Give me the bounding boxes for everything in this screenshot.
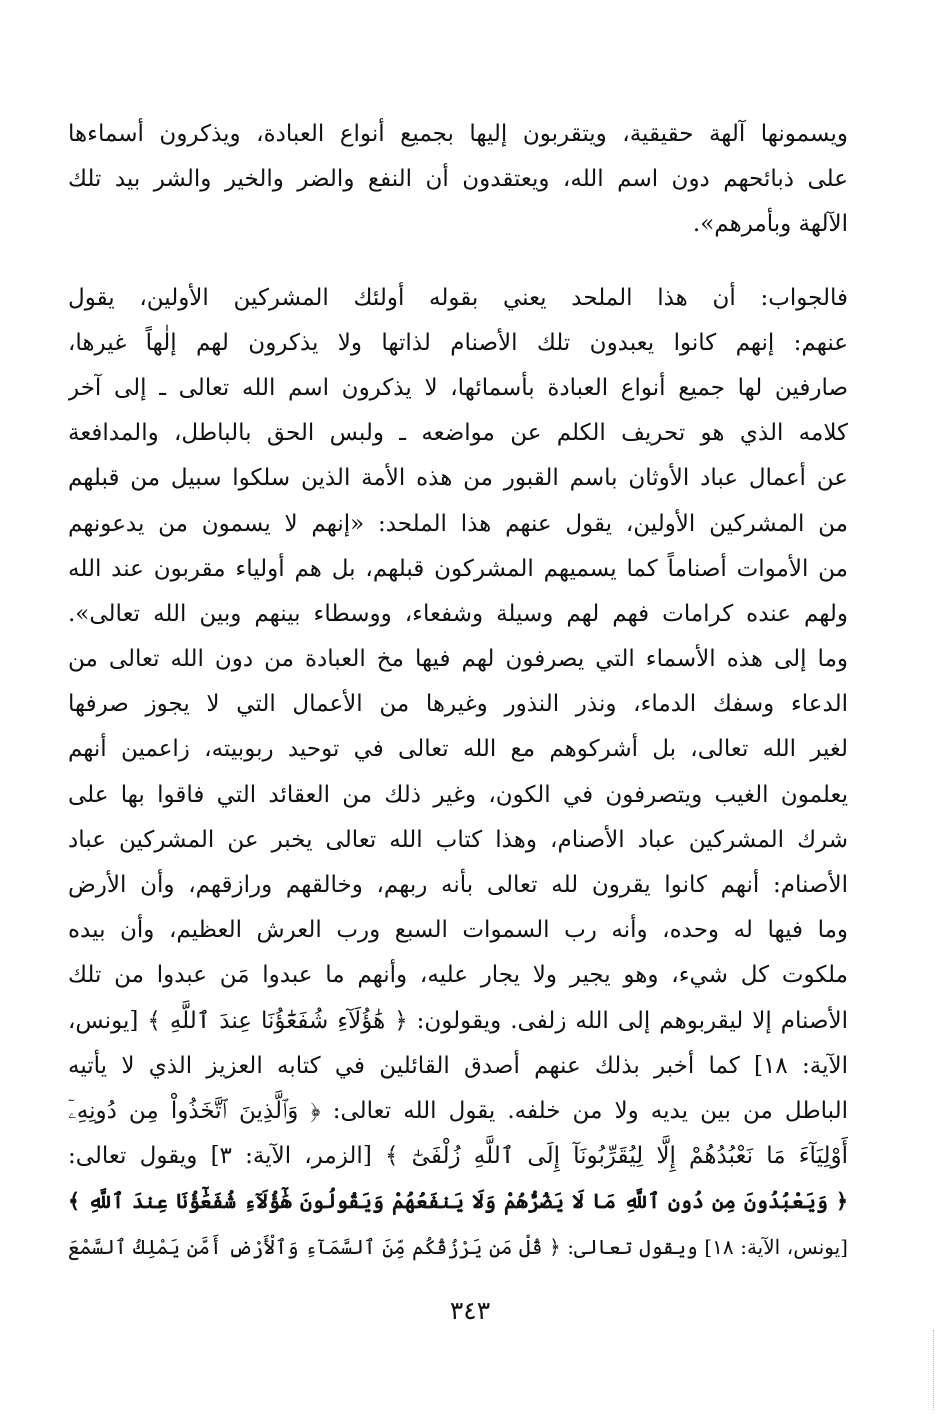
text-line: كلامه الذي هو تحريف الكلم عن مواضعه ـ ولبس الحق بالباطل، والمدافعة bbox=[68, 420, 848, 447]
text-line: وما إلى هذه الأسماء التي يصرفون لهم فيها مخ العبادة من دون الله تعالى من bbox=[68, 646, 848, 673]
text-line: عن أعمال عباد الأوثان باسم القبور من هذه الأمة الذين سلكوا سبيل من قبلهم bbox=[68, 465, 848, 492]
text-line: الآلهة وبأمرهم». bbox=[692, 211, 848, 238]
text-line: الأصنام: أنهم كانوا يقرون لله تعالى بأنه ربهم، وخالقهم ورازقهم، وأن الأرض bbox=[68, 872, 848, 898]
text-line: أَوْلِيَآءَ مَا نَعْبُدُهُمْ إِلَّا لِيُقَرِّبُونَآ إِلَى ٱللَّهِ زُلْفَىٰٓ ﴾ [الزمر، الآية: ٣] ويقول تعالى: bbox=[68, 1143, 848, 1170]
text-line: الأصنام إلا ليقربوهم إلى الله زلفى. ويقولون: ﴿ هَٰؤُلَآءِ شُفَعَٰٓؤُنَا عِندَ ٱللَّهِ ﴾ [يونس، bbox=[68, 1007, 848, 1034]
paragraph-1 bbox=[68, 112, 848, 248]
text-line: يعلمون الغيب ويتصرفون في الكون، وغير ذلك من العقائد التي فاقوا بها على bbox=[68, 781, 848, 808]
text-line: ويسمونها آلهة حقيقية، ويتقربون إليها بجميع أنواع العبادة، ويذكرون أسماءها bbox=[68, 121, 848, 147]
text-line: شرك المشركين عباد الأصنام، وهذا كتاب الله تعالى يخبر عن المشركين عباد bbox=[68, 826, 848, 853]
text-line: من المشركين الأولين، يقول عنهم هذا الملحد: «إنهم لا يسمون من يدعونهم bbox=[68, 510, 848, 537]
text-line: عنهم: إنهم كانوا يعبدون تلك الأصنام لذاتها ولا يذكرون لهم إلٰهاً غيرها، bbox=[68, 329, 848, 356]
paragraph-2 bbox=[68, 276, 848, 1270]
text-line: فالجواب: أن هذا الملحد يعني بقوله أولئك المشركين الأولين، يقول bbox=[68, 284, 848, 311]
text-line: على ذبائحهم دون اسم الله، ويعتقدون أن النفع والضر والخير والشر بيد تلك bbox=[68, 166, 848, 193]
text-line: الدعاء وسفك الدماء، ونذر النذور وغيرها من الأعمال التي لا يجوز صرفها bbox=[68, 691, 848, 718]
text-line: ولهم عنده كرامات فهم لهم وسيلة وشفعاء، ووسطاء بينهم وبين الله تعالى». bbox=[68, 600, 848, 627]
text-line: [يونس، الآية: ١٨] ويقول تعالى: ﴿ قُلْ مَن يَرْزُقُكُم مِّنَ ٱلسَّمَآءِ وَٱلْأَرْضِ أَمَّن يَمْلِكُ ٱلسَّمْعَ bbox=[68, 1234, 848, 1259]
text-line: ملكوت كل شيء، وهو يجير ولا يجار عليه، وأنهم ما عبدوا مَن عبدوا من تلك bbox=[68, 962, 848, 989]
scan-edge-marks bbox=[931, 1330, 934, 1410]
page-body bbox=[68, 112, 848, 1270]
text-line: وما فيها له وحده، وأنه رب السموات السبع ورب العرش العظيم، وأن بيده bbox=[68, 917, 848, 944]
text-line: الآية: ١٨] كما أخبر بذلك عنهم أصدق القائلين في كتابه العزيز الذي لا يأتيه bbox=[68, 1052, 848, 1079]
quran-verse-line: ﴿ وَيَعْبُدُونَ مِن دُونِ ٱللَّهِ مَا لَا يَضُرُّهُمْ وَلَا يَنفَعُهُمْ وَيَقُولُونَ هَٰٓؤُلَآءِ شُفَعَٰٓؤُنَا عِندَ ٱللَّهِ ﴾ bbox=[68, 1189, 848, 1214]
page-number: ٣٤٣ bbox=[449, 1296, 491, 1325]
text-line: الباطل من بين يديه ولا من خلفه. يقول الله تعالى: ﴿ وَٱلَّذِينَ ٱتَّخَذُواْ مِن دُونِهِۦٓ bbox=[68, 1097, 848, 1124]
text-line: لغير الله تعالى، بل أشركوهم مع الله تعالى في توحيد ربوبيته، زاعمين أنهم bbox=[68, 736, 848, 763]
text-line: من الأموات أصناماً كما يسميهم المشركون قبلهم، بل هم أولياء مقربون عند الله bbox=[68, 555, 848, 582]
paragraph-gap bbox=[68, 248, 848, 276]
text-line: صارفين لها جميع أنواع العبادة بأسمائها، لا يذكرون اسم الله تعالى ـ إلى آخر bbox=[68, 374, 848, 401]
